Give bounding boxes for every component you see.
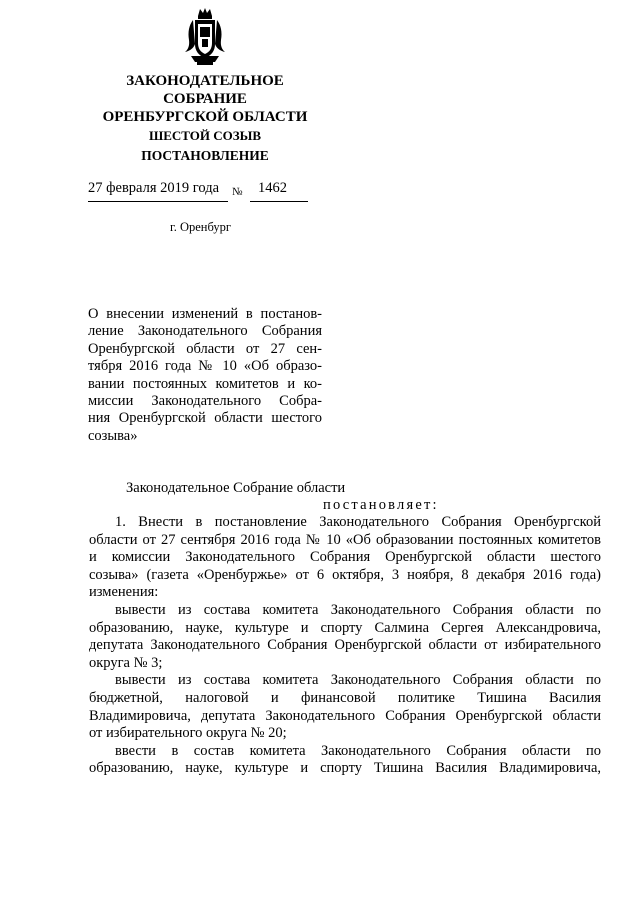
body-line: ввести в состав комитета Законодательного Собрания области по [115,742,601,759]
number-underline [250,201,308,202]
convocation: ШЕСТОЙ СОЗЫВ [148,128,262,143]
subject-line: миссии Законодательного Собра- [88,393,322,410]
org-line: ЗАКОНОДАТЕЛЬНОЕ [126,73,284,89]
paragraph [89,672,601,742]
org-line: СОБРАНИЕ [163,91,247,107]
subject-line: вании постоянных комитетов и ко- [88,375,322,392]
body-line: области от 27 сентября 2016 года № 10 «Об образовании постоянных комитетов [89,531,601,548]
document-type: ПОСТАНОВЛЕНИЕ [141,148,269,163]
city: г. Оренбург [170,220,231,234]
intro-text: Законодательное Собрание области [126,480,346,496]
subject-line: созыва» [88,427,138,444]
body-line: изменения: [89,584,159,601]
subject-line: О внесении изменений в постанов- [88,306,322,322]
body-line: созыва» (газета «Оренбуржье» от 6 октября, 3 ноября, 8 декабря 2016 года) [89,566,601,583]
body-line: вывести из состава комитета Законодательного Собрания области по [115,601,601,618]
body-line: округа № 3; [89,654,163,671]
body-line: и комиссии Законодательного Собрания Оренбургской области шестого [89,549,601,566]
organization-name [60,72,350,126]
subject-line: Оренбургской области от 27 сен- [88,340,322,357]
body-line: депутата Законодательного Собрания Оренбургской области от избирательного [89,637,601,654]
coat-of-arms-emblem [181,6,229,66]
body-line: 1. Внести в постановление Законодательного Собрания Оренбургской [115,514,601,530]
number-sign: № [232,186,243,198]
org-line: ОРЕНБУРГСКОЙ ОБЛАСТИ [102,109,308,125]
body-line: вывести из состава комитета Законодательного Собрания области по [115,672,601,689]
subject-line: ния Оренбургской области шестого [88,410,322,427]
document-subject [88,306,322,445]
subject-line: ление Законодательного Собрания [88,323,322,340]
body-line: образованию, науке, культуре и спорту Салмина Сергея Александровича, [89,619,601,636]
document-body [89,514,601,778]
paragraph [89,602,601,672]
body-line: образованию, науке, культуре и спорту Тишина Василия Владимировича, [89,760,601,777]
document-number: 1462 [258,180,287,196]
body-line: Владимировича, депутата Законодательного Собрания Оренбургской области [89,707,601,724]
date-underline [88,201,228,202]
paragraph [89,743,601,778]
document-date: 27 февраля 2019 года [88,180,220,196]
body-line: бюджетной, налоговой и финансовой политике Тишина Василия [89,689,601,706]
decree-word: постановляет: [323,497,439,513]
body-line: от избирательного округа № 20; [89,725,287,742]
paragraph [89,514,601,602]
subject-line: тября 2016 года № 10 «Об образо- [88,358,322,375]
